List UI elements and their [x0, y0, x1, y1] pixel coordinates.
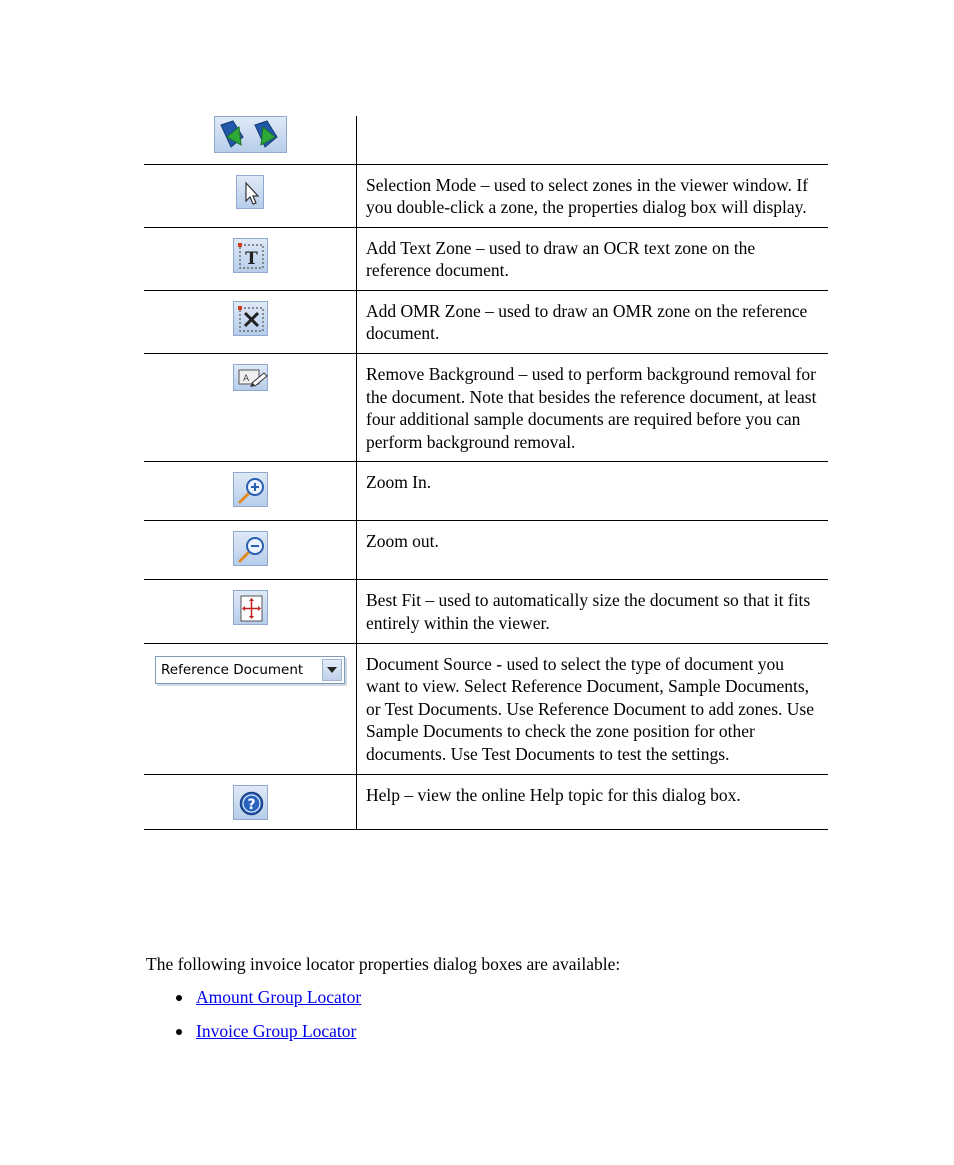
- document-source-dropdown: [155, 656, 345, 684]
- table-row: [144, 580, 828, 643]
- description-cell: Zoom out.: [357, 521, 829, 580]
- description-cell: Add OMR Zone – used to draw an OMR zone on the reference document.: [357, 290, 829, 353]
- table-row: [144, 164, 828, 227]
- bullet-icon: [176, 995, 182, 1001]
- list-item: [146, 986, 361, 1020]
- table-row: [144, 116, 828, 164]
- table-row: [144, 643, 828, 774]
- description-cell: Best Fit – used to automatically size the document so that it fits entirely within the viewer.: [357, 580, 829, 643]
- table-row: [144, 462, 828, 521]
- best-fit-icon: [233, 590, 268, 625]
- icon-cell: [144, 354, 357, 462]
- locator-link-list: [146, 986, 361, 1054]
- list-item: [146, 1020, 361, 1054]
- description-cell: Selection Mode – used to select zones in the viewer window. If you double-click a zone, the properties dialog box will display.: [357, 164, 829, 227]
- table-row: [144, 774, 828, 829]
- bullet-icon: [176, 1029, 182, 1035]
- table-row: [144, 354, 828, 462]
- table-row: [144, 290, 828, 353]
- icon-cell: [144, 774, 357, 829]
- zoom-in-icon: [233, 472, 268, 507]
- previous-next-document-icon: [214, 116, 287, 153]
- amount-group-locator-link[interactable]: Amount Group Locator: [196, 987, 362, 1007]
- description-cell: Zoom In.: [357, 462, 829, 521]
- description-cell: Help – view the online Help topic for this dialog box.: [357, 774, 829, 829]
- icon-cell: [144, 164, 357, 227]
- table-row: [144, 227, 828, 290]
- svg-text:T: T: [244, 248, 258, 269]
- icon-cell: [144, 227, 357, 290]
- add-text-zone-icon: [233, 238, 268, 273]
- icon-cell: [144, 116, 357, 164]
- table-row: [144, 521, 828, 580]
- toolbar-reference-table: [144, 116, 828, 830]
- dropdown-selected-value: Reference Document: [161, 661, 304, 678]
- add-omr-zone-icon: [233, 301, 268, 336]
- remove-background-icon: [233, 364, 268, 391]
- svg-text:A: A: [242, 374, 249, 385]
- icon-cell: [144, 462, 357, 521]
- chevron-down-icon: [322, 659, 342, 681]
- icon-cell: [144, 290, 357, 353]
- svg-text:?: ?: [246, 796, 256, 813]
- description-cell: Add Text Zone – used to draw an OCR text zone on the reference document.: [357, 227, 829, 290]
- description-cell: Document Source - used to select the type of document you want to view. Select Reference Document, Sample Documents, or Test Documents. Use Reference Document to add zones. Use Sample Documents to check the zone position for other documents. Use Test Documents to test the settings.: [357, 643, 829, 774]
- help-icon: [233, 785, 268, 820]
- description-cell: [357, 116, 829, 164]
- icon-cell: [144, 521, 357, 580]
- description-cell: Remove Background – used to perform background removal for the document. Note that besides the reference document, at least four additional sample documents are required before you can perform background removal.: [357, 354, 829, 462]
- invoice-group-locator-link[interactable]: Invoice Group Locator: [196, 1021, 357, 1041]
- intro-paragraph: The following invoice locator properties dialog boxes are available:: [146, 954, 621, 974]
- icon-cell: [144, 643, 357, 774]
- selection-arrow-icon: [236, 175, 264, 209]
- icon-cell: [144, 580, 357, 643]
- zoom-out-icon: [233, 531, 268, 566]
